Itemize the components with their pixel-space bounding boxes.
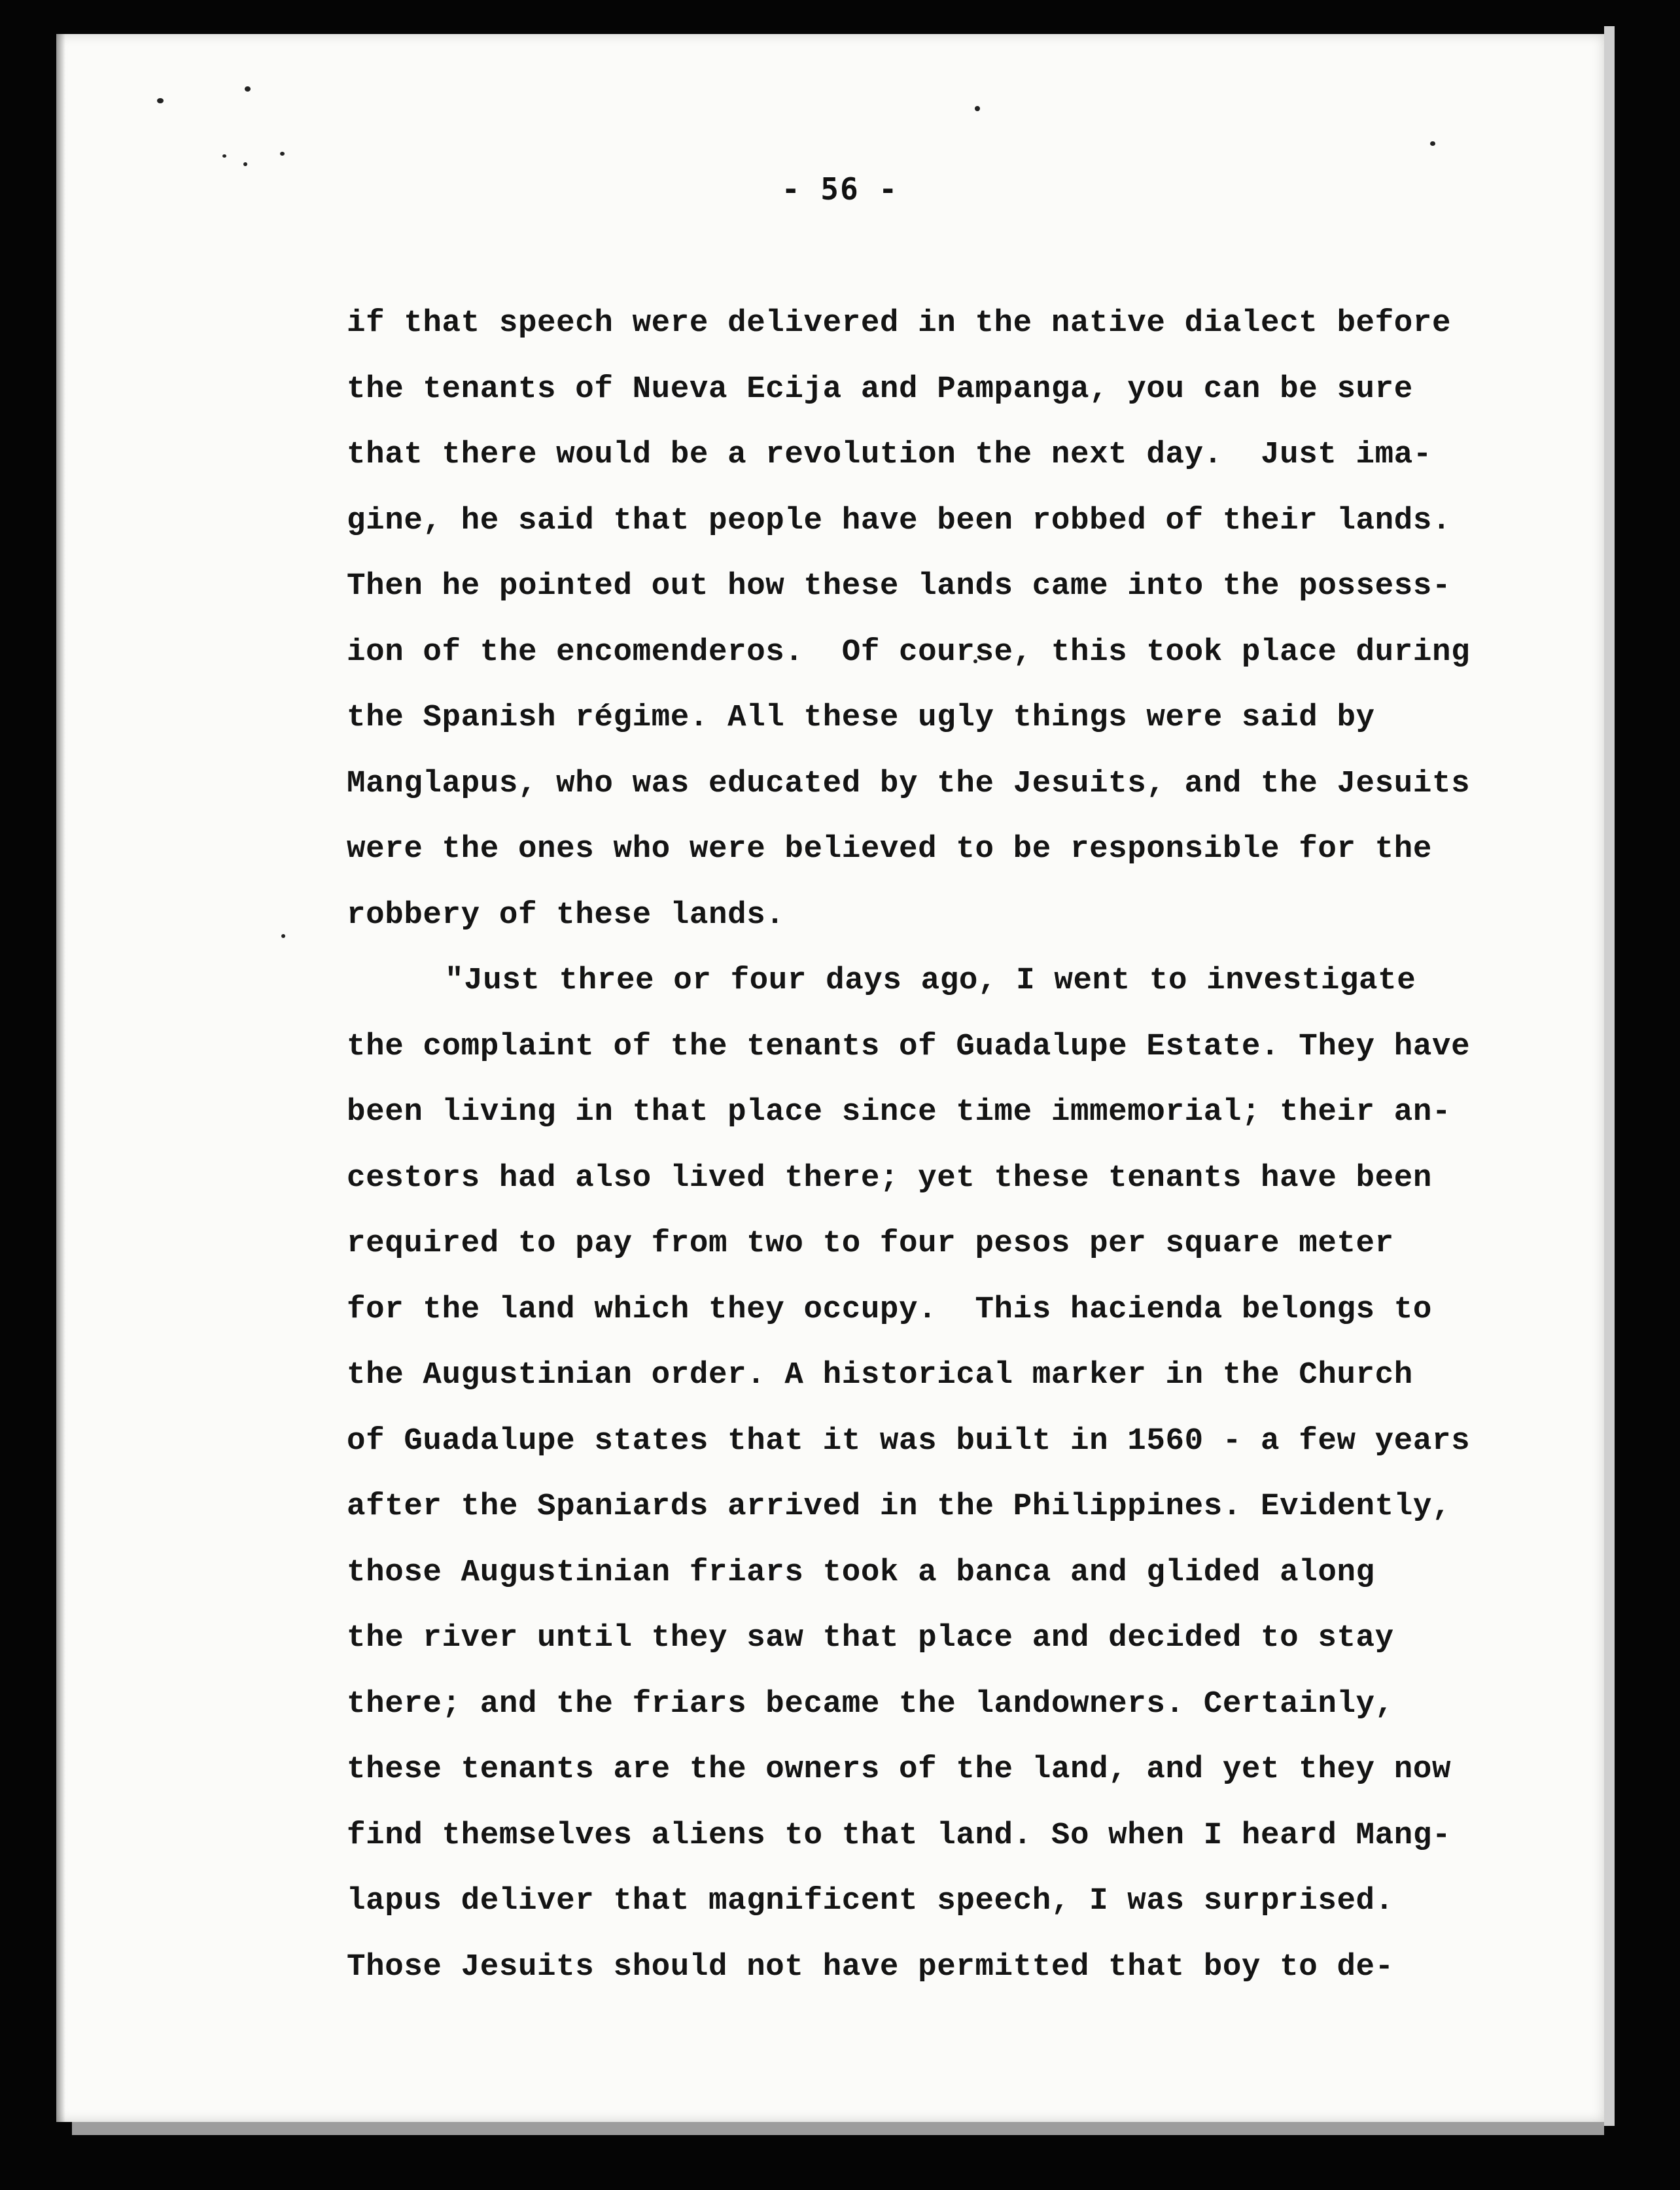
text-line: cestors had also lived there; yet these tenants have been [347, 1160, 1432, 1196]
text-line: the Spanish régime. All these ugly things were said by [347, 700, 1375, 735]
text-line: Manglapus, who was educated by the Jesuits, and the Jesuits [347, 765, 1471, 801]
text-line: after the Spaniards arrived in the Philippines. Evidently, [347, 1489, 1452, 1524]
text-line: required to pay from two to four pesos per square meter [347, 1226, 1394, 1261]
text-line: of Guadalupe states that it was built in 1560 - a few years [347, 1423, 1471, 1459]
text-line: robbery of these lands. [347, 897, 785, 933]
dust-speck [281, 934, 285, 938]
text-line: the complaint of the tenants of Guadalupe Estate. They have [347, 1028, 1471, 1064]
text-line: there; and the friars became the landowners. Certainly, [347, 1686, 1394, 1722]
text-line: Then he pointed out how these lands came into the possess- [347, 568, 1452, 604]
text-line: find themselves aliens to that land. So when I heard Mang- [347, 1817, 1452, 1853]
page-edge-bottom [72, 2122, 1604, 2135]
text-line: the river until they saw that place and decided to stay [347, 1620, 1394, 1656]
dust-speck [280, 152, 285, 156]
page-left-shadow [56, 34, 65, 2122]
dust-speck [157, 98, 164, 103]
text-line: lapus deliver that magnificent speech, I was surprised. [347, 1883, 1394, 1919]
text-line: ion of the encomenderos. Of course, this took place during [347, 634, 1471, 670]
text-line: for the land which they occupy. This hacienda belongs to [347, 1291, 1432, 1327]
body-text [347, 301, 1537, 2010]
page-edge-right [1604, 26, 1615, 2126]
dust-speck [1430, 141, 1435, 146]
text-line: these tenants are the owners of the land, and yet they now [347, 1752, 1452, 1787]
paragraph-start-line: "Just three or four days ago, I went to investigate [445, 963, 1416, 998]
text-line: the Augustinian order. A historical marker in the Church [347, 1357, 1413, 1393]
text-line: those Augustinian friars took a banca and glided along [347, 1554, 1375, 1590]
page-number: - 56 - [781, 171, 899, 207]
dust-speck [222, 154, 226, 158]
text-line: the tenants of Nueva Ecija and Pampanga, you can be sure [347, 371, 1413, 407]
dust-speck [245, 86, 251, 92]
text-line: that there would be a revolution the next day. Just ima- [347, 437, 1432, 472]
dust-speck [243, 162, 247, 166]
text-line: were the ones who were believed to be responsible for the [347, 831, 1432, 867]
dust-speck [975, 106, 980, 111]
text-line: Those Jesuits should not have permitted that boy to de- [347, 1949, 1394, 1985]
text-line: been living in that place since time immemorial; their an- [347, 1094, 1452, 1130]
text-line: if that speech were delivered in the native dialect before [347, 305, 1452, 341]
text-line: gine, he said that people have been robbed of their lands. [347, 502, 1452, 538]
